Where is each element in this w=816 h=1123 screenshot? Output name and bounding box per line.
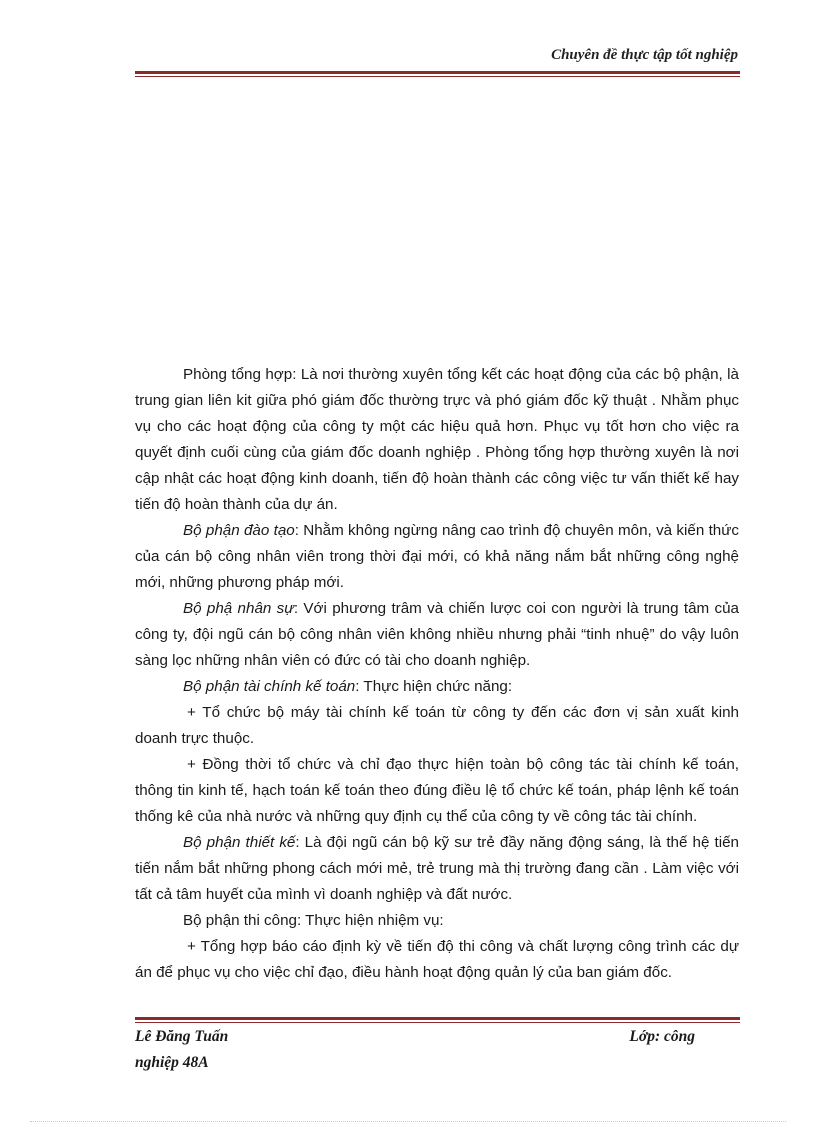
section-lead: Bộ phận thiết kế (183, 834, 296, 851)
paragraph-thiet-ke: Bộ phận thiết kế: Là đội ngũ cán bộ kỹ sư trẻ đầy năng động sáng, là thế hệ tiến tiến nắm bắt những phong cách mới mẻ, trẻ trung mà thị trường đang cần . Làm việc với tất cả tâm huyết của mình vì doanh nghiệp và đất nước. (135, 834, 739, 903)
document-body (135, 362, 739, 986)
section-lead: Bộ phậ nhân sự (183, 600, 294, 617)
footer-class-suffix: nghiệp 48A (135, 1054, 209, 1071)
paragraph-tai-chinh: Bộ phận tài chính kế toán: Thực hiện chức năng: (183, 678, 513, 695)
header-rule (135, 71, 740, 77)
paragraph-thi-cong: Bộ phận thi công: Thực hiện nhiệm vụ: (183, 912, 444, 929)
section-lead: Bộ phận tài chính kế toán (183, 678, 356, 695)
footer-class: Lớp: công (629, 1028, 695, 1045)
page-edge (30, 1121, 786, 1122)
list-item: + Tổng hợp báo cáo định kỳ về tiến độ thi công và chất lượng công trình các dự án để phục vụ cho việc chỉ đạo, điều hành hoạt động quản lý của ban giám đốc. (135, 938, 739, 981)
footer-rule (135, 1017, 740, 1023)
list-item: + Đồng thời tổ chức và chỉ đạo thực hiện toàn bộ công tác tài chính kế toán, thông tin kinh tế, hạch toán kế toán theo đúng điều lệ tổ chức kế toán, pháp lệnh kế toán thống kê của nhà nước và những quy định cụ thể của công ty về công tác tài chính. (135, 756, 739, 825)
footer-author: Lê Đăng Tuấn (135, 1028, 229, 1045)
section-lead: Bộ phận đào tạo (183, 522, 295, 539)
list-item: + Tổ chức bộ máy tài chính kế toán từ công ty đến các đơn vị sản xuất kinh doanh trực thuộc. (135, 704, 739, 747)
footer (135, 1024, 695, 1076)
paragraph-phong-tong-hop: Phòng tổng hợp: Là nơi thường xuyên tổng kết các hoạt động của các bộ phận, là trung gian liên kit giữa phó giám đốc thường trực và phó giám đốc kỹ thuật . Nhằm phục vụ cho các hoạt động của công ty một các hiệu quả hơn. Phục vụ tốt hơn cho việc ra quyết định cuối cùng của giám đốc doanh nghiệp . Phòng tổng hợp thường xuyên là nơi cập nhật các hoạt động kinh doanh, tiến độ hoàn thành các công việc tư vấn thiết kế hay tiến độ hoàn thành của dự án. (135, 366, 739, 513)
paragraph-nhan-su: Bộ phậ nhân sự: Với phương trâm và chiến lược coi con người là trung tâm của công ty, đội ngũ cán bộ công nhân viên không nhiều nhưng phải “tinh nhuệ” do vậy luôn sàng lọc những nhân viên có đức có tài cho doanh nghiệp. (135, 600, 739, 669)
paragraph-dao-tao: Bộ phận đào tạo: Nhằm không ngừng nâng cao trình độ chuyên môn, và kiến thức của cán bộ công nhân viên trong thời đại mới, có khả năng nắm bắt những công nghệ mới, những phương pháp mới. (135, 522, 739, 591)
header-title: Chuyên đề thực tập tốt nghiệp (551, 47, 738, 63)
